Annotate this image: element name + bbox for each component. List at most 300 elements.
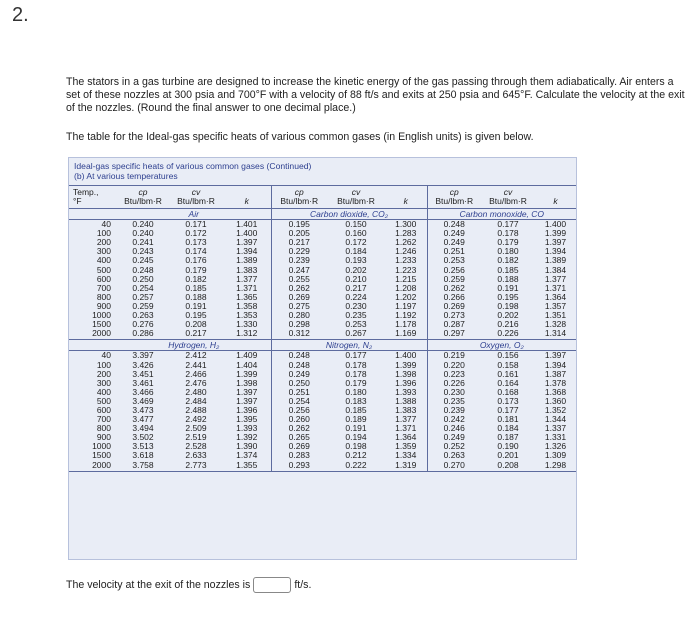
cv-label: cv (351, 187, 361, 197)
value-cell: 0.164 (497, 377, 519, 388)
value-cell: 0.208 (185, 319, 207, 330)
k-label: k (553, 196, 558, 206)
value-cell: 0.158 (497, 359, 519, 370)
value-cell: 0.188 (185, 291, 207, 302)
value-cell: 0.262 (271, 424, 327, 433)
gas-header-row (69, 340, 576, 351)
value-cell: 0.195 (271, 220, 327, 230)
value-cell: 0.248 (271, 361, 327, 370)
table-row (69, 329, 576, 340)
value-cell: 2.484 (185, 395, 207, 406)
value-cell: 1.398 (236, 377, 258, 388)
value-cell: 0.298 (271, 320, 327, 329)
value-cell: 1.223 (395, 264, 417, 275)
value-cell: 0.191 (497, 282, 519, 293)
value-cell: 2.466 (185, 368, 207, 379)
temperature-cell: 1500 (92, 319, 111, 330)
value-cell: 0.254 (132, 282, 154, 293)
cp-label: cp (449, 187, 459, 197)
value-cell: 0.242 (427, 415, 481, 424)
value-cell: 1.397 (544, 237, 567, 248)
value-cell: 0.212 (345, 450, 367, 461)
value-cell: 0.243 (132, 246, 154, 257)
value-cell: 0.191 (345, 423, 367, 434)
value-cell: 0.239 (271, 256, 327, 265)
value-cell: 0.249 (427, 238, 481, 247)
value-cell: 1.337 (544, 423, 567, 434)
value-cell: 0.270 (427, 461, 481, 472)
value-cell: 1.353 (236, 310, 258, 321)
value-cell: 1.392 (236, 432, 258, 443)
value-cell: 0.150 (345, 219, 367, 230)
unit-label: Btu/lbm·R (435, 196, 474, 206)
cp-label: cp (294, 187, 304, 197)
velocity-answer-input[interactable] (253, 577, 291, 593)
k-label: k (403, 196, 408, 206)
value-cell: 1.328 (544, 319, 567, 330)
value-cell: 1.394 (236, 246, 258, 257)
value-cell: 1.398 (395, 368, 417, 379)
value-cell: 1.355 (223, 461, 271, 472)
table-intro: The table for the Ideal-gas specific heats of various common gases (in English units) is given below. (66, 131, 534, 143)
header-temp-label: Temp., (73, 187, 99, 197)
temperature-cell: 1000 (92, 441, 111, 452)
value-cell: 1.394 (544, 359, 567, 370)
value-cell: 1.393 (395, 386, 417, 397)
value-cell: 3.477 (132, 414, 154, 425)
header-temp-unit: °F (73, 196, 82, 206)
value-cell: 1.399 (544, 228, 567, 239)
value-cell: 0.179 (497, 237, 519, 248)
unit-label: Btu/lbm·R (280, 196, 319, 206)
value-cell: 1.371 (395, 423, 417, 434)
temperature-cell: 2000 (69, 329, 117, 340)
value-cell: 1.389 (236, 255, 258, 266)
gas-header-row (69, 209, 576, 220)
temperature-cell: 900 (96, 432, 111, 443)
value-cell: 0.179 (185, 264, 207, 275)
value-cell: 0.240 (132, 228, 154, 239)
value-cell: 0.201 (497, 450, 519, 461)
value-cell: 1.396 (395, 377, 417, 388)
value-cell: 0.174 (185, 246, 207, 257)
value-cell: 0.230 (345, 300, 367, 311)
value-cell: 3.473 (132, 404, 154, 415)
value-cell: 0.269 (427, 302, 481, 311)
value-cell: 0.257 (132, 291, 154, 302)
value-cell: 1.400 (544, 219, 567, 230)
value-cell: 3.426 (132, 359, 154, 370)
value-cell: 0.217 (169, 329, 223, 340)
problem-statement: The stators in a gas turbine are designed to increase the kinetic energy of the gas passing through them adiabatically. Air enters a set of these nozzles at 300 psia and 700°F with a velocity of 88 ft/s and exits at 250 psia and 645°F. Calculate the velocity at the exit of the nozzles. (Round the final answer to one decimal place.) (66, 76, 685, 115)
value-cell: 0.190 (497, 441, 519, 452)
value-cell: 0.171 (185, 219, 207, 230)
gas-name: Air (117, 209, 271, 220)
value-cell: 1.312 (223, 329, 271, 340)
gas-row-spacer (69, 209, 117, 220)
value-cell: 0.248 (132, 264, 154, 275)
value-cell: 1.387 (544, 368, 567, 379)
value-cell: 2.528 (185, 441, 207, 452)
value-cell: 0.198 (497, 300, 519, 311)
value-cell: 0.219 (427, 351, 481, 361)
value-cell: 0.262 (271, 284, 327, 293)
value-cell: 0.156 (497, 350, 519, 361)
value-cell: 1.374 (236, 450, 258, 461)
value-cell: 0.226 (481, 329, 535, 340)
temperature-cell: 200 (96, 368, 111, 379)
value-cell: 1.300 (395, 219, 417, 230)
header-cv-air (169, 186, 223, 209)
value-cell: 0.191 (185, 300, 207, 311)
value-cell: 0.286 (117, 329, 169, 340)
cp-label: cp (138, 187, 148, 197)
cv-label: cv (191, 187, 201, 197)
value-cell: 1.399 (236, 368, 258, 379)
value-cell: 1.399 (395, 359, 417, 370)
value-cell: 0.178 (497, 228, 519, 239)
value-cell: 1.334 (395, 450, 417, 461)
value-cell: 1.383 (395, 404, 417, 415)
answer-line (66, 577, 311, 593)
value-cell: 3.461 (132, 377, 154, 388)
value-cell: 1.331 (544, 432, 567, 443)
unit-label: Btu/lbm·R (489, 196, 527, 206)
temperature-cell: 400 (96, 255, 111, 266)
value-cell: 0.178 (345, 359, 367, 370)
temperature-cell: 40 (101, 350, 111, 361)
temperature-cell: 1000 (92, 310, 111, 321)
value-cell: 3.618 (132, 450, 154, 461)
value-cell: 0.217 (271, 238, 327, 247)
properties-table (69, 185, 576, 472)
value-cell: 0.172 (185, 228, 207, 239)
temperature-cell: 2000 (69, 461, 117, 472)
value-cell: 2.480 (185, 386, 207, 397)
value-cell: 0.312 (271, 329, 327, 340)
value-cell: 1.393 (236, 423, 258, 434)
value-cell: 1.357 (544, 300, 567, 311)
value-cell: 1.202 (395, 291, 417, 302)
value-cell: 0.262 (427, 284, 481, 293)
header-cv-2 (327, 186, 385, 209)
value-cell: 0.235 (427, 397, 481, 406)
value-cell: 0.269 (271, 442, 327, 451)
value-cell: 0.216 (497, 319, 519, 330)
specific-heats-table (68, 157, 577, 560)
value-cell: 3.494 (132, 423, 154, 434)
value-cell: 0.180 (345, 386, 367, 397)
value-cell: 3.502 (132, 432, 154, 443)
value-cell: 0.235 (345, 310, 367, 321)
value-cell: 0.224 (345, 291, 367, 302)
value-cell: 1.400 (236, 228, 258, 239)
value-cell: 2.633 (185, 450, 207, 461)
value-cell: 0.185 (345, 404, 367, 415)
temperature-cell: 300 (96, 246, 111, 257)
temperature-cell: 100 (96, 228, 111, 239)
value-cell: 2.509 (185, 423, 207, 434)
value-cell: 0.177 (497, 219, 519, 230)
value-cell: 0.251 (271, 388, 327, 397)
value-cell: 0.180 (497, 246, 519, 257)
gas-name: Oxygen, O₂ (427, 340, 576, 351)
value-cell: 1.394 (544, 246, 567, 257)
value-cell: 0.223 (427, 370, 481, 379)
value-cell: 0.266 (427, 293, 481, 302)
value-cell: 1.309 (544, 450, 567, 461)
value-cell: 0.179 (345, 377, 367, 388)
value-cell: 0.187 (497, 432, 519, 443)
value-cell: 1.377 (236, 273, 258, 284)
value-cell: 0.210 (345, 273, 367, 284)
value-cell: 1.330 (236, 319, 258, 330)
header-cp-2 (271, 186, 327, 209)
value-cell: 0.226 (427, 379, 481, 388)
value-cell: 0.245 (132, 255, 154, 266)
gas-name: Carbon dioxide, CO₂ (271, 209, 427, 220)
value-cell: 1.169 (385, 329, 427, 340)
value-cell: 0.198 (345, 441, 367, 452)
value-cell: 0.256 (271, 406, 327, 415)
value-cell: 0.229 (271, 247, 327, 256)
value-cell: 1.409 (236, 350, 258, 361)
value-cell: 0.252 (427, 442, 481, 451)
value-cell: 0.259 (427, 275, 481, 284)
table-subtitle: (b) At various temperatures (74, 171, 178, 181)
value-cell: 1.364 (395, 432, 417, 443)
value-cell: 1.246 (395, 246, 417, 257)
temperature-cell: 800 (96, 423, 111, 434)
temperature-cell: 400 (96, 386, 111, 397)
value-cell: 1.233 (395, 255, 417, 266)
value-cell: 2.476 (185, 377, 207, 388)
value-cell: 0.182 (497, 255, 519, 266)
temperature-cell: 800 (96, 291, 111, 302)
value-cell: 1.401 (236, 219, 258, 230)
gas-name: Nitrogen, N₂ (271, 340, 427, 351)
header-k-air (223, 186, 271, 209)
value-cell: 0.251 (427, 247, 481, 256)
value-cell: 0.177 (497, 404, 519, 415)
value-cell: 0.246 (427, 424, 481, 433)
temperature-cell: 500 (96, 395, 111, 406)
value-cell: 0.253 (427, 256, 481, 265)
value-cell: 1.359 (395, 441, 417, 452)
gas-name: Hydrogen, H₂ (117, 340, 271, 351)
value-cell: 1.383 (236, 264, 258, 275)
value-cell: 0.241 (132, 237, 154, 248)
value-cell: 0.194 (345, 432, 367, 443)
value-cell: 0.255 (271, 275, 327, 284)
value-cell: 0.267 (327, 329, 385, 340)
value-cell: 1.396 (236, 404, 258, 415)
value-cell: 0.189 (345, 414, 367, 425)
value-cell: 1.397 (544, 350, 567, 361)
k-label: k (244, 196, 249, 206)
header-cp-air (117, 186, 169, 209)
value-cell: 0.250 (132, 273, 154, 284)
value-cell: 0.195 (497, 291, 519, 302)
gas-name: Carbon monoxide, CO (427, 209, 576, 220)
value-cell: 0.263 (427, 451, 481, 460)
gas-row-spacer (69, 340, 117, 351)
value-cell: 0.220 (427, 361, 481, 370)
value-cell: 1.197 (395, 300, 417, 311)
value-cell: 3.758 (117, 461, 169, 472)
value-cell: 0.248 (427, 220, 481, 230)
temperature-cell: 900 (96, 300, 111, 311)
value-cell: 1.283 (395, 228, 417, 239)
temperature-cell: 700 (96, 282, 111, 293)
value-cell: 0.240 (132, 219, 154, 230)
value-cell: 1.395 (236, 414, 258, 425)
value-cell: 1.390 (236, 441, 258, 452)
value-cell: 0.185 (497, 264, 519, 275)
temperature-cell: 200 (96, 237, 111, 248)
unit-label: Btu/lbm·R (337, 196, 375, 206)
value-cell: 0.287 (427, 320, 481, 329)
temperature-cell: 700 (96, 414, 111, 425)
value-cell: 0.184 (345, 246, 367, 257)
value-cell: 0.183 (345, 395, 367, 406)
table-title: Ideal-gas specific heats of various common gases (Continued) (74, 161, 312, 171)
value-cell: 1.371 (544, 282, 567, 293)
value-cell: 2.412 (185, 350, 207, 361)
answer-unit: ft/s. (294, 578, 312, 591)
value-cell: 1.360 (544, 395, 567, 406)
value-cell: 1.364 (544, 291, 567, 302)
value-cell: 0.297 (427, 329, 481, 340)
value-cell: 0.202 (345, 264, 367, 275)
value-cell: 0.263 (132, 310, 154, 321)
value-cell: 0.193 (345, 255, 367, 266)
value-cell: 1.344 (544, 414, 567, 425)
value-cell: 0.208 (481, 461, 535, 472)
value-cell: 3.469 (132, 395, 154, 406)
value-cell: 0.188 (497, 273, 519, 284)
value-cell: 1.298 (535, 461, 576, 472)
value-cell: 1.178 (395, 319, 417, 330)
value-cell: 1.400 (395, 350, 417, 361)
value-cell: 0.182 (185, 273, 207, 284)
answer-prompt: The velocity at the exit of the nozzles is (66, 578, 251, 591)
value-cell: 0.172 (345, 237, 367, 248)
value-cell: 0.254 (271, 397, 327, 406)
value-cell: 1.326 (544, 441, 567, 452)
temperature-cell: 1500 (92, 450, 111, 461)
value-cell: 0.249 (427, 433, 481, 442)
value-cell: 0.173 (497, 395, 519, 406)
header-cp-3 (427, 186, 481, 209)
temperature-cell: 600 (96, 404, 111, 415)
value-cell: 0.222 (327, 461, 385, 472)
cv-label: cv (503, 187, 513, 197)
value-cell: 0.253 (345, 319, 367, 330)
value-cell: 0.248 (271, 351, 327, 361)
value-cell: 1.378 (544, 377, 567, 388)
value-cell: 0.205 (271, 229, 327, 238)
question-number: 2. (12, 4, 29, 26)
value-cell: 1.314 (535, 329, 576, 340)
header-k-3 (535, 186, 576, 209)
value-cell: 1.377 (544, 273, 567, 284)
value-cell: 2.488 (185, 404, 207, 415)
value-cell: 1.397 (236, 237, 258, 248)
value-cell: 0.249 (271, 370, 327, 379)
value-cell: 0.276 (132, 319, 154, 330)
unit-label: Btu/lbm·R (124, 196, 162, 206)
table-header-row (69, 186, 576, 209)
value-cell: 0.273 (427, 311, 481, 320)
value-cell: 0.265 (271, 433, 327, 442)
header-k-2 (385, 186, 427, 209)
value-cell: 1.352 (544, 404, 567, 415)
value-cell: 0.184 (497, 423, 519, 434)
value-cell: 1.397 (236, 395, 258, 406)
value-cell: 2.519 (185, 432, 207, 443)
value-cell: 2.441 (185, 359, 207, 370)
header-temp (69, 186, 117, 209)
value-cell: 0.247 (271, 266, 327, 275)
value-cell: 0.283 (271, 451, 327, 460)
value-cell: 1.319 (385, 461, 427, 472)
value-cell: 2.773 (169, 461, 223, 472)
value-cell: 3.513 (132, 441, 154, 452)
value-cell: 0.168 (497, 386, 519, 397)
temperature-cell: 500 (96, 264, 111, 275)
value-cell: 0.185 (185, 282, 207, 293)
value-cell: 1.388 (395, 395, 417, 406)
value-cell: 0.260 (271, 415, 327, 424)
value-cell: 0.239 (427, 406, 481, 415)
temperature-cell: 600 (96, 273, 111, 284)
value-cell: 0.178 (345, 368, 367, 379)
value-cell: 0.176 (185, 255, 207, 266)
header-cv-3 (481, 186, 535, 209)
value-cell: 0.230 (427, 388, 481, 397)
value-cell: 0.259 (132, 300, 154, 311)
table-row (69, 461, 576, 472)
value-cell: 1.404 (236, 359, 258, 370)
value-cell: 0.161 (497, 368, 519, 379)
value-cell: 1.389 (544, 255, 567, 266)
value-cell: 1.192 (395, 310, 417, 321)
value-cell: 0.202 (497, 310, 519, 321)
unit-label: Btu/lbm·R (177, 196, 215, 206)
value-cell: 0.217 (345, 282, 367, 293)
temperature-cell: 40 (101, 219, 111, 230)
value-cell: 0.250 (271, 379, 327, 388)
value-cell: 2.492 (185, 414, 207, 425)
value-cell: 0.173 (185, 237, 207, 248)
value-cell: 0.195 (185, 310, 207, 321)
value-cell: 0.280 (271, 311, 327, 320)
value-cell: 0.269 (271, 293, 327, 302)
temperature-cell: 300 (96, 377, 111, 388)
value-cell: 0.256 (427, 266, 481, 275)
value-cell: 1.208 (395, 282, 417, 293)
value-cell: 1.351 (544, 310, 567, 321)
value-cell: 3.451 (132, 368, 154, 379)
value-cell: 1.371 (236, 282, 258, 293)
value-cell: 3.466 (132, 386, 154, 397)
value-cell: 1.358 (236, 300, 258, 311)
value-cell: 0.181 (497, 414, 519, 425)
value-cell: 3.397 (132, 350, 154, 361)
value-cell: 1.365 (236, 291, 258, 302)
value-cell: 1.377 (395, 414, 417, 425)
